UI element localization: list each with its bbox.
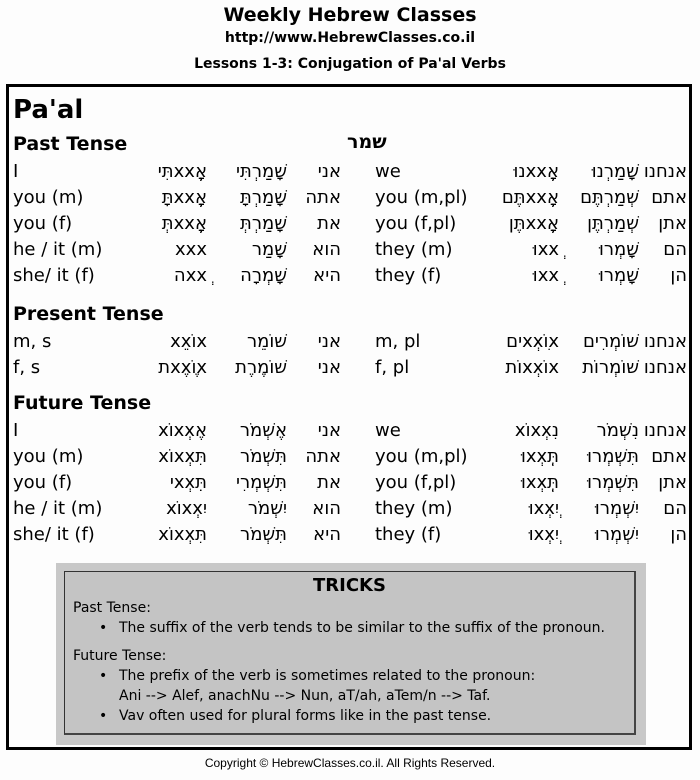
- hebrew-pronoun: אתה: [305, 446, 341, 467]
- hebrew-pronoun: אתן: [658, 472, 687, 493]
- table-row: [9, 496, 689, 522]
- verb-form: שְׁמַרְתֶּם: [580, 187, 639, 208]
- verb-form: תִּשְׁמְרִי: [236, 472, 287, 493]
- english-pronoun: they (m): [375, 498, 453, 519]
- bullet-icon: •: [99, 668, 108, 684]
- english-pronoun: she/ it (f): [13, 265, 95, 286]
- table-row: [9, 355, 689, 381]
- pattern: אָxxְתֶּן: [508, 213, 559, 234]
- english-pronoun: we: [375, 161, 401, 182]
- conjugation-table: [6, 84, 692, 750]
- table-row: [9, 418, 689, 444]
- hebrew-pronoun: הם: [663, 498, 687, 519]
- pattern: xוֹxְxִים: [506, 331, 559, 352]
- hebrew-pronoun: את: [317, 213, 341, 234]
- table-row: [9, 329, 689, 355]
- site-title: Weekly Hebrew Classes: [223, 4, 477, 26]
- english-pronoun: f, pl: [375, 357, 410, 378]
- table-row: [9, 211, 689, 237]
- verb-form: שָׁמַרְתְּ: [240, 213, 287, 234]
- lesson-title: Lessons 1-3: Conjugation of Pa'al Verbs: [194, 56, 506, 72]
- english-pronoun: she/ it (f): [13, 524, 95, 545]
- pattern: יִxְxוֹx: [166, 498, 207, 519]
- verb-form: שָׁמְרָה: [240, 265, 287, 286]
- table-row: [9, 185, 689, 211]
- hebrew-pronoun: אנחנו: [643, 161, 687, 182]
- table-row: [9, 237, 689, 263]
- pattern: xוֹxֵx: [170, 331, 207, 352]
- tricks-future-bullet-1: The prefix of the verb is sometimes related to the pronoun:: [119, 668, 536, 684]
- pattern: אָxxְתָּ: [161, 187, 207, 208]
- verb-form: תִּשְׁמֹר: [240, 446, 287, 467]
- english-pronoun: they (f): [375, 265, 442, 286]
- hebrew-pronoun: הוא: [312, 498, 341, 519]
- hebrew-pronoun: אתן: [658, 213, 687, 234]
- pattern: יִxְxְוּ: [528, 498, 559, 519]
- verb-form: תִּשְׁמֹר: [240, 524, 287, 545]
- tricks-title: TRICKS: [313, 575, 386, 596]
- pattern: xxx: [175, 239, 207, 260]
- table-row: [9, 522, 689, 548]
- english-pronoun: I: [13, 420, 19, 441]
- hebrew-pronoun: אני: [317, 357, 341, 378]
- verb-form: נִשְׁמֹר: [596, 420, 639, 441]
- hebrew-pronoun: אתם: [651, 446, 687, 467]
- verb-form: תִּשְׁמְרוּ: [587, 446, 639, 467]
- hebrew-pronoun: הן: [670, 524, 687, 545]
- verb-form: יִשְׁמֹר: [247, 498, 287, 519]
- hebrew-pronoun: אנחנו: [643, 420, 687, 441]
- pattern: תִּxְxִי: [169, 472, 207, 493]
- table-row: [9, 444, 689, 470]
- hebrew-pronoun: אני: [317, 420, 341, 441]
- english-pronoun: m, pl: [375, 331, 421, 352]
- english-pronoun: f, s: [13, 357, 41, 378]
- verb-form: שׁוֹמֵר: [246, 331, 287, 352]
- hebrew-pronoun: היא: [313, 265, 341, 286]
- english-pronoun: they (m): [375, 239, 453, 260]
- pattern: xxְה: [173, 265, 207, 286]
- verb-form: שָׁמְרוּ: [598, 239, 639, 260]
- verb-form: שְׁמַרְתֶּן: [587, 213, 639, 234]
- english-pronoun: you (m): [13, 446, 84, 467]
- verb-form: שָׁמַרְנוּ: [591, 161, 639, 182]
- pattern: xוֹxְxוֹת: [505, 357, 559, 378]
- past-tense-title: Past Tense: [13, 133, 128, 155]
- verb-form: שׁוֹמֶרֶת: [235, 357, 287, 378]
- pattern: xוֹxֶxֶת: [158, 357, 207, 378]
- table-row: [9, 263, 689, 289]
- tricks-future-heading: Future Tense:: [73, 648, 167, 664]
- english-pronoun: I: [13, 161, 19, 182]
- english-pronoun: he / it (m): [13, 239, 103, 260]
- english-pronoun: you (f): [13, 213, 73, 234]
- tricks-box: [56, 563, 646, 745]
- future-tense-title: Future Tense: [13, 392, 152, 414]
- pattern: תִּxְxְוּ: [520, 472, 559, 493]
- tricks-past-bullet: The suffix of the verb tends to be similar to the suffix of the pronoun.: [119, 620, 606, 636]
- hebrew-pronoun: הוא: [312, 239, 341, 260]
- verb-form: שׁוֹמְרוֹת: [582, 357, 639, 378]
- hebrew-pronoun: את: [317, 472, 341, 493]
- pattern: אָxxְתֶּם: [501, 187, 559, 208]
- table-row: [9, 470, 689, 496]
- bullet-icon: •: [99, 708, 108, 724]
- english-pronoun: you (f,pl): [375, 213, 457, 234]
- hebrew-pronoun: אני: [317, 161, 341, 182]
- bullet-icon: •: [99, 620, 108, 636]
- pattern: אָxxְתִּי: [157, 161, 207, 182]
- pattern: אָxxְנוּ: [513, 161, 559, 182]
- verb-form: שׁוֹמְרִים: [582, 331, 639, 352]
- pattern: אָxxְתְּ: [161, 213, 207, 234]
- verb-root: שמר: [347, 131, 387, 153]
- english-pronoun: they (f): [375, 524, 442, 545]
- hebrew-pronoun: היא: [313, 524, 341, 545]
- binyan-heading: Pa'al: [13, 95, 84, 125]
- pattern: xxְוּ: [532, 265, 559, 286]
- pattern: אֶxְxוֹx: [158, 420, 207, 441]
- hebrew-pronoun: הם: [663, 239, 687, 260]
- hebrew-pronoun: אני: [317, 331, 341, 352]
- pattern: תִּxְxוֹx: [158, 524, 207, 545]
- english-pronoun: you (m): [13, 187, 84, 208]
- tricks-past-heading: Past Tense:: [73, 600, 151, 616]
- verb-form: שָׁמַרְתָּ: [240, 187, 287, 208]
- tricks-future-bullet-2: Vav often used for plural forms like in the past tense.: [119, 708, 492, 724]
- copyright-footer: Copyright © HebrewClasses.co.il. All Rights Reserved.: [204, 756, 496, 770]
- verb-form: תִּשְׁמְרוּ: [587, 472, 639, 493]
- present-tense-title: Present Tense: [13, 303, 164, 325]
- verb-form: שָׁמַרְתִּי: [236, 161, 287, 182]
- pattern: תִּxְxְוּ: [520, 446, 559, 467]
- hebrew-pronoun: אתה: [305, 187, 341, 208]
- hebrew-pronoun: אתם: [651, 187, 687, 208]
- pattern: נִxְxוֹx: [514, 420, 559, 441]
- english-pronoun: you (f,pl): [375, 472, 457, 493]
- verb-form: יִשְׁמְרוּ: [594, 498, 639, 519]
- english-pronoun: we: [375, 420, 401, 441]
- site-url[interactable]: http://www.HebrewClasses.co.il: [224, 30, 476, 46]
- pattern: תִּxְxוֹx: [158, 446, 207, 467]
- verb-form: אֶשְׁמֹר: [239, 420, 287, 441]
- english-pronoun: you (m,pl): [375, 187, 468, 208]
- verb-form: יִשְׁמְרוּ: [594, 524, 639, 545]
- tricks-panel: [64, 571, 636, 735]
- hebrew-pronoun: אנחנו: [643, 357, 687, 378]
- english-pronoun: you (m,pl): [375, 446, 468, 467]
- english-pronoun: you (f): [13, 472, 73, 493]
- verb-form: שָׁמְרוּ: [598, 265, 639, 286]
- verb-form: שָׁמַר: [251, 239, 287, 260]
- table-row: [9, 159, 689, 185]
- english-pronoun: m, s: [13, 331, 52, 352]
- hebrew-pronoun: הן: [670, 265, 687, 286]
- pattern: יִxְxְוּ: [528, 524, 559, 545]
- hebrew-pronoun: אנחנו: [643, 331, 687, 352]
- tricks-future-bullet-1-cont: Ani --> Alef, anachNu --> Nun, aT/ah, aTem/n --> Taf.: [119, 688, 491, 704]
- english-pronoun: he / it (m): [13, 498, 103, 519]
- pattern: xxְוּ: [532, 239, 559, 260]
